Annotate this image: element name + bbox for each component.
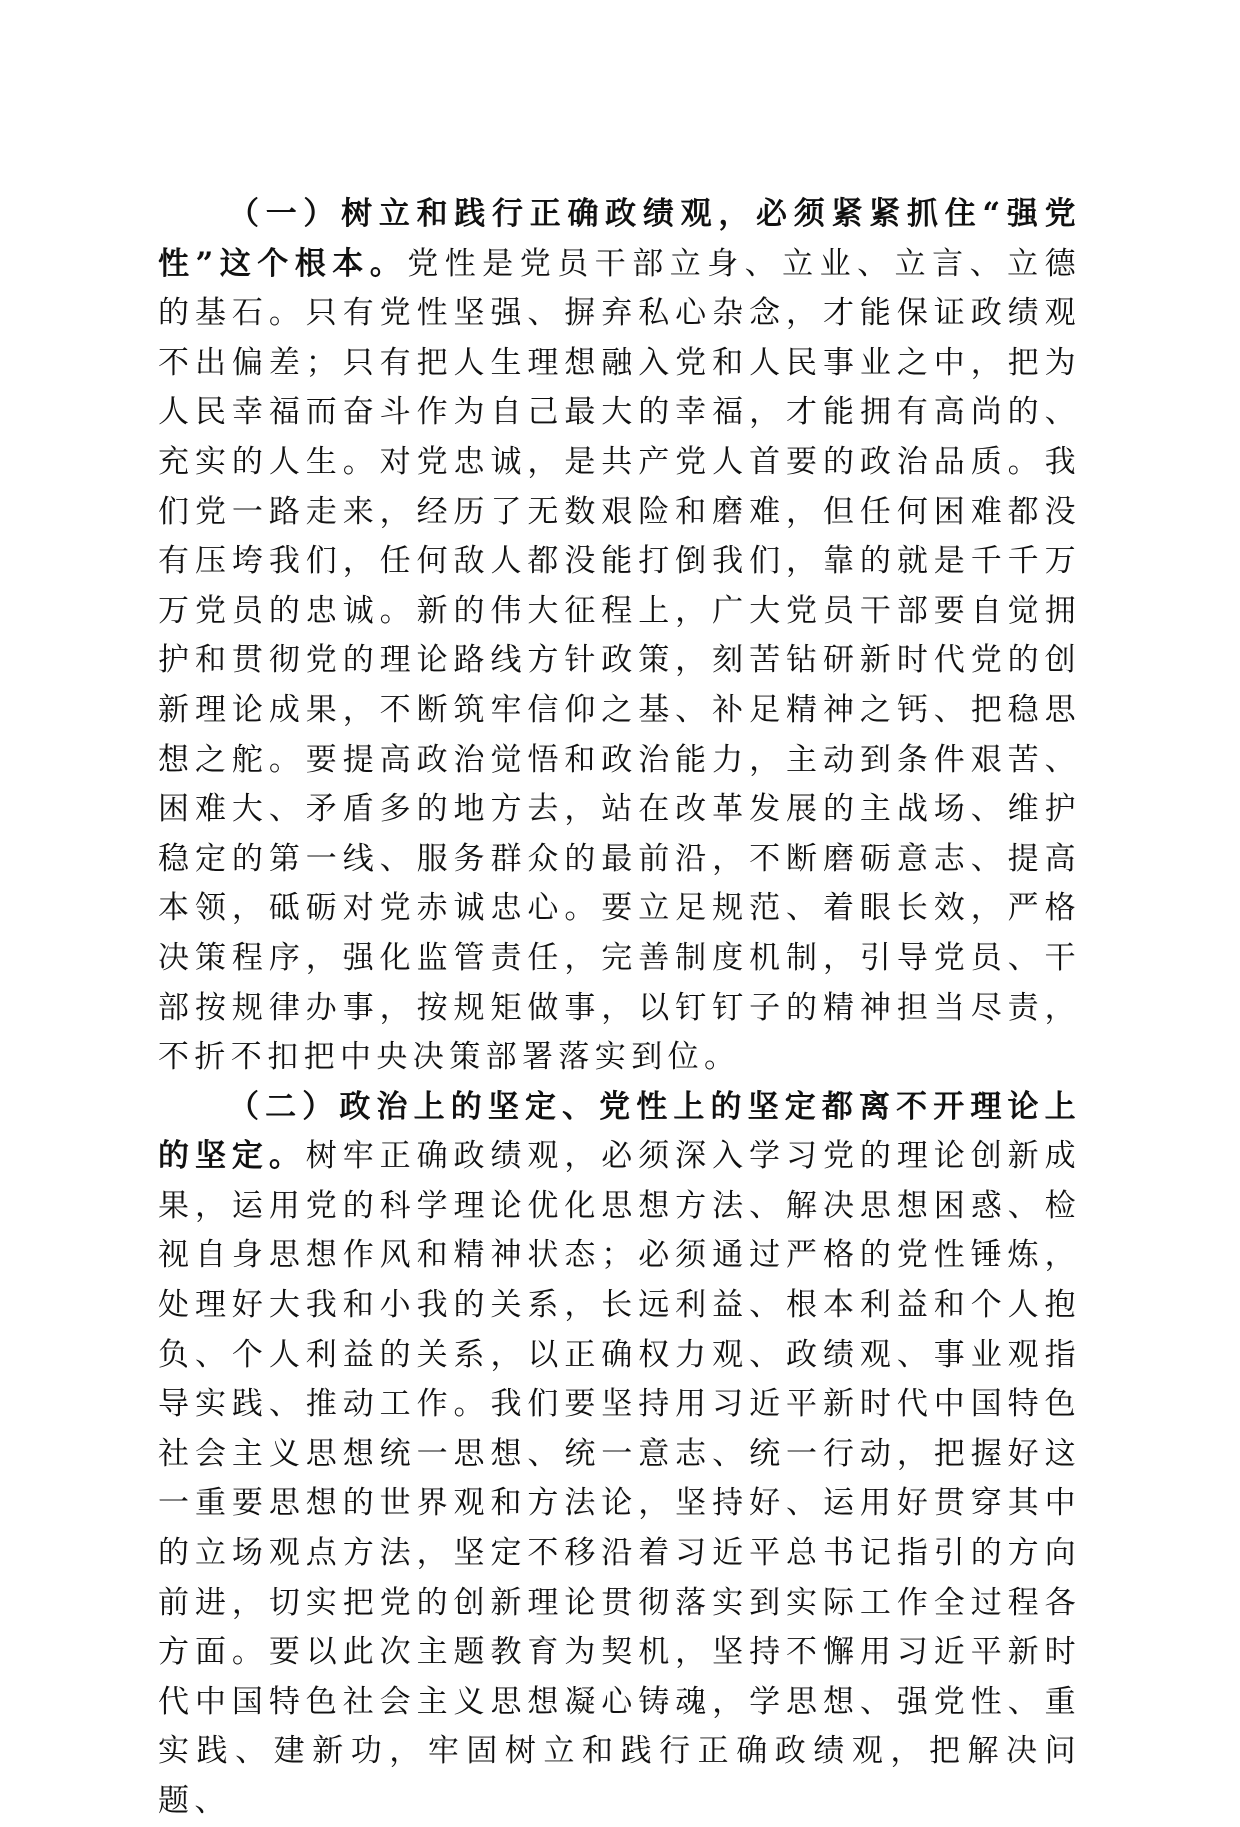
paragraph-1-text: 党性是党员干部立身、立业、立言、立德的基石。只有党性坚强、摒弃私心杂念，才能保证政绩观不出偏差；只有把人生理想融入党和人民事业之中，把为人民幸福而奋斗作为自己最大的幸福，才能拥有高尚的、充实的人生。对党忠诚，是共产党人首要的政治品质。我们党一路走来，经历了无数艰险和磨难，但任何困难都没有压垮我们，任何敌人都没能打倒我们，靠的就是千千万万党员的忠诚。新的伟大征程上，广大党员干部要自觉拥护和贯彻党的理论路线方针政策，刻苦钻研新时代党的创新理论成果，不断筑牢信仰之基、补足精神之钙、把稳思想之舵。要提高政治觉悟和政治能力，主动到条件艰苦、困难大、矛盾多的地方去，站在改革发展的主战场、维护稳定的第一线、服务群众的最前沿，不断磨砺意志、提高本领，砥砺对党赤诚忠心。要立足规范、着眼长效，严格决策程序，强化监管责任，完善制度机制，引导党员、干部按规律办事，按规矩做事，以钉钉子的精神担当尽责，不折不扣把中央决策部署落实到位。 <box>158 245 1081 1076</box>
paragraph-2-text: 树牢正确政绩观，必须深入学习党的理论创新成果，运用党的科学理论优化思想方法、解决思想困惑、检视自身思想作风和精神状态；必须通过严格的党性锤炼，处理好大我和小我的关系，长远利益、根本利益和个人抱负、个人利益的关系，以正确权力观、政绩观、事业观指导实践、推动工作。我们要坚持用习近平新时代中国特色社会主义思想统一思想、统一意志、统一行动，把握好这一重要思想的世界观和方法论，坚持好、运用好贯穿其中的立场观点方法，坚定不移沿着习近平总书记指引的方向前进，切实把党的创新理论贯彻落实到实际工作全过程各方面。要以此次主题教育为契机，坚持不懈用习近平新时代中国特色社会主义思想凝心铸魂，学思想、强党性、重实践、建新功，牢固树立和践行正确政绩观，把解决问题、 <box>158 1138 1081 1819</box>
paragraph-1-heading: （一）树立和践行正确政绩观，必须紧紧抓住“强党性”这个根本。 <box>158 196 1081 282</box>
paragraph-2 <box>158 1083 1081 1827</box>
paragraph-1 <box>158 190 1081 1083</box>
document-body <box>158 190 1081 1827</box>
paragraph-2-heading: （二）政治上的坚定、党性上的坚定都离不开理论上的坚定。 <box>158 1088 1081 1175</box>
